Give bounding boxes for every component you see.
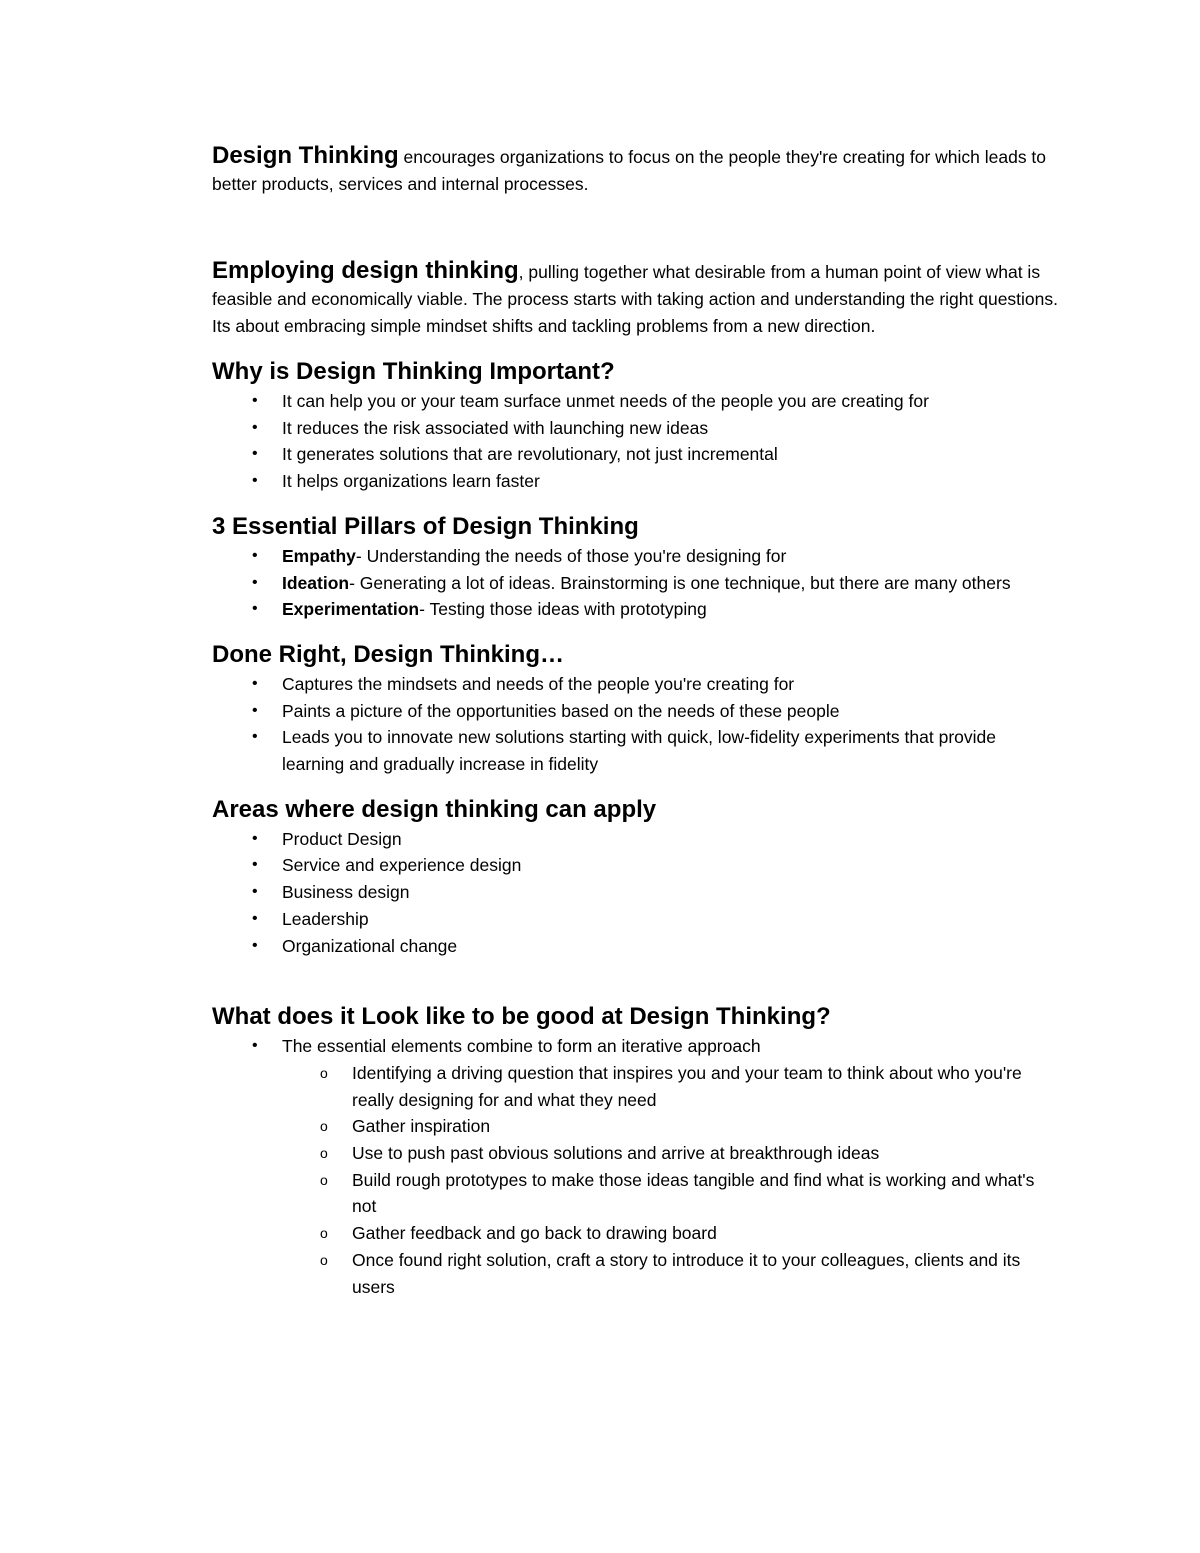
list-item: • Service and experience design [212, 852, 1062, 879]
intro-text: encourages organizations to focus on the people they're creating for which leads to better products, services and internal processes. [212, 147, 1047, 194]
list-item: • Organizational change [212, 933, 1062, 960]
bullet-icon: • [252, 472, 258, 490]
heading-areas: Areas where design thinking can apply [212, 795, 657, 823]
bullet-icon: • [252, 418, 258, 436]
list-why-important [212, 388, 1062, 495]
intro-text: , pulling together what desirable from a human point of view what is feasible and economically viable. The process starts with taking action and understanding the right questions. Its about embracing simple mindset shifts and tackling problems from a new direction. [212, 262, 1059, 336]
sub-list-item: o Gather feedback and go back to drawing board [282, 1220, 1062, 1247]
bullet-icon: • [252, 1037, 258, 1055]
bullet-icon: • [252, 573, 258, 591]
list-done-right [212, 671, 1062, 778]
list-item: • Business design [212, 879, 1062, 906]
pillar-term: Ideation [282, 572, 350, 593]
pillar-term: Empathy [282, 545, 356, 566]
sub-list-item: o Use to push past obvious solutions and arrive at breakthrough ideas [282, 1140, 1062, 1167]
pillar-term: Experimentation [282, 599, 420, 620]
bullet-icon: • [252, 829, 258, 847]
list-item: • Ideation- Generating a lot of ideas. Brainstorming is one technique, but there are many others [212, 570, 1062, 597]
sub-list-item: o Build rough prototypes to make those ideas tangible and find what is working and what's not [282, 1167, 1062, 1220]
heading-good-at: What does it Look like to be good at Design Thinking? [212, 1003, 831, 1031]
circle-bullet-icon: o [320, 1251, 328, 1268]
bullet-icon: • [252, 909, 258, 927]
heading-pillars: 3 Essential Pillars of Design Thinking [212, 512, 639, 540]
list-item: • It can help you or your team surface unmet needs of the people you are creating for [212, 388, 1062, 415]
list-pillars [212, 543, 1062, 623]
list-item: • It generates solutions that are revolutionary, not just incremental [212, 441, 1062, 468]
list-item: • The essential elements combine to form an iterative approach o Identifying a driving question that inspires you and your team to think about who you're really designing for and what they need o Gather inspiration o Use to push past obvious solutions and arrive at breakthrough ideas o Build rough prototypes to make those ideas tangible and find what is working and what's not o Gather feedback and go back to drawing board o Once found right solution, craft a story to introduce it to your colleagues, clients and its users [212, 1033, 1062, 1300]
bullet-icon: • [252, 936, 258, 954]
sub-list-item: o Gather inspiration [282, 1113, 1062, 1140]
bullet-icon: • [252, 856, 258, 874]
bullet-icon: • [252, 883, 258, 901]
list-item: • Leadership [212, 906, 1062, 933]
list-areas [212, 826, 1062, 960]
circle-bullet-icon: o [320, 1064, 328, 1081]
intro-lead-term: Employing design thinking [212, 257, 519, 284]
bullet-icon: • [252, 392, 258, 409]
circle-bullet-icon: o [320, 1118, 328, 1135]
list-item: • Product Design [212, 826, 1062, 853]
sub-list-item: o Once found right solution, craft a story to introduce it to your colleagues, clients and its users [282, 1247, 1062, 1300]
sub-list-item: o Identifying a driving question that inspires you and your team to think about who you're really designing for and what they need [282, 1060, 1062, 1113]
list-item: • Experimentation- Testing those ideas with prototyping [212, 596, 1062, 623]
list-item: • Captures the mindsets and needs of the people you're creating for [212, 671, 1062, 698]
sub-list-iterative-steps [282, 1060, 1062, 1300]
circle-bullet-icon: o [320, 1145, 328, 1162]
circle-bullet-icon: o [320, 1225, 328, 1242]
list-item: • Empathy- Understanding the needs of those you're designing for [212, 543, 1062, 570]
intro-paragraph-design-thinking [212, 142, 1062, 198]
bullet-icon: • [252, 674, 258, 692]
heading-done-right: Done Right, Design Thinking… [212, 640, 564, 668]
bullet-icon: • [252, 546, 258, 564]
document-page [212, 142, 1062, 1316]
list-item: • Paints a picture of the opportunities based on the needs of these people [212, 698, 1062, 725]
bullet-icon: • [252, 445, 258, 463]
intro-lead-term: Design Thinking [212, 142, 399, 169]
list-item: • It helps organizations learn faster [212, 468, 1062, 495]
bullet-icon: • [252, 728, 258, 746]
list-good-at [212, 1033, 1062, 1300]
list-item: • It reduces the risk associated with launching new ideas [212, 415, 1062, 442]
list-item: • Leads you to innovate new solutions starting with quick, low-fidelity experiments that provide learning and gradually increase in fidelity [212, 724, 1062, 777]
intro-paragraph-employing [212, 257, 1062, 340]
bullet-icon: • [252, 701, 258, 719]
circle-bullet-icon: o [320, 1171, 328, 1188]
heading-why-important: Why is Design Thinking Important? [212, 358, 615, 385]
bullet-icon: • [252, 600, 258, 618]
